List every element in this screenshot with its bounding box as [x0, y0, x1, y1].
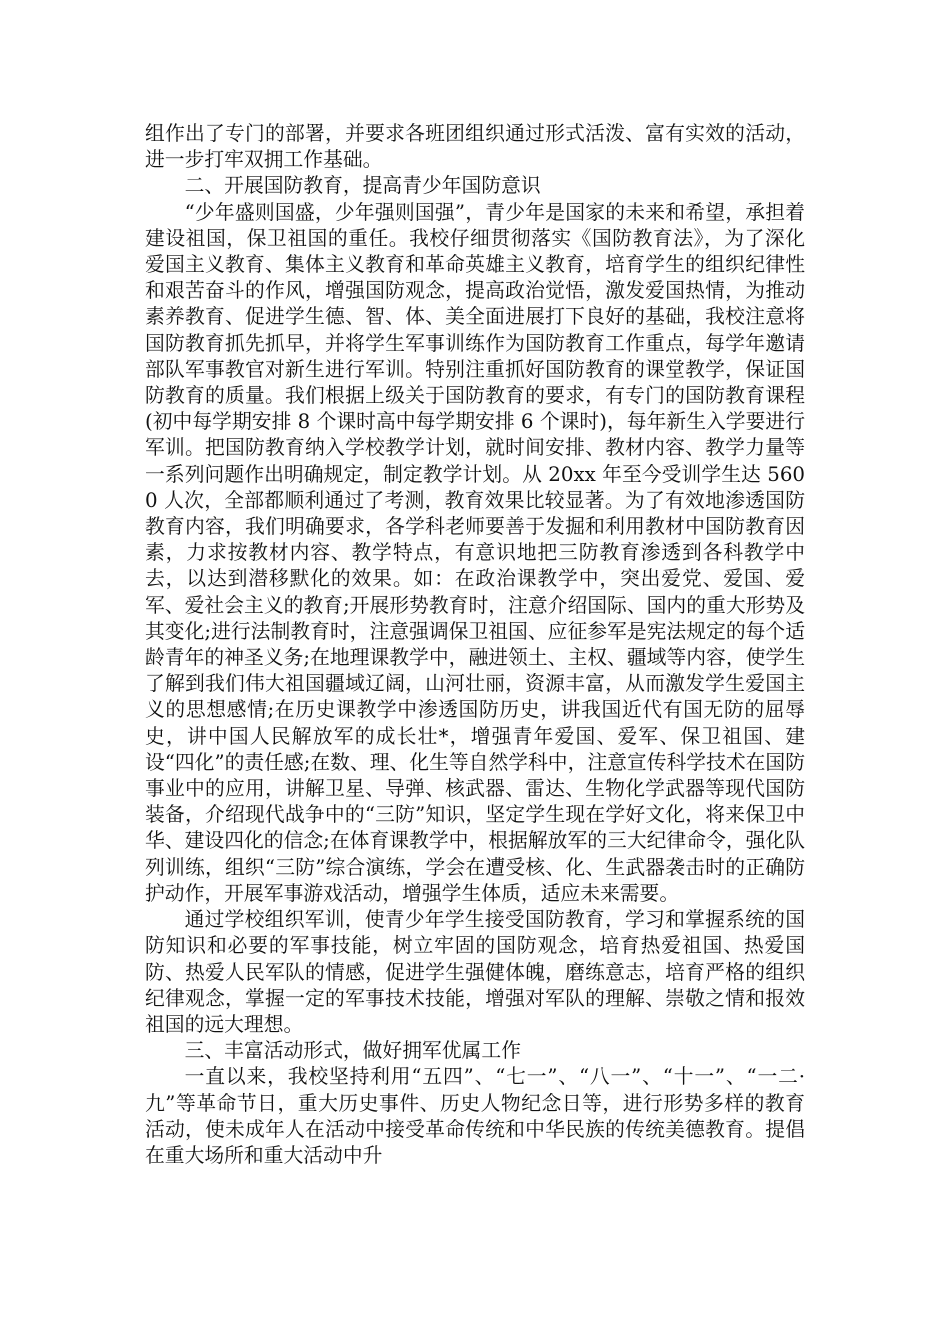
paragraph-activities: 一直以来，我校坚持利用“五四”、“七一”、“八一”、“十一”、“一二·九”等革命节日，重大历史事件、历史人物纪念日等，进行形势多样的教育活动，使未成年人在活动中接受革命传统和中华民族的传统美德教育。提倡在重大场所和重大活动中升: [145, 1065, 805, 1167]
section-heading-3: 三、丰富活动形式，做好拥军优属工作: [184, 1039, 521, 1063]
paragraph-intro: 组作出了专门的部署，并要求各班团组织通过形式活泼、富有实效的活动，进一步打牢双拥工作基础。: [145, 122, 805, 172]
section-heading-2: 二、开展国防教育，提高青少年国防意识: [184, 174, 541, 198]
paragraph-national-defense-education: “少年盛则国盛，少年强则国强”，青少年是国家的未来和希望，承担着建设祖国，保卫祖国的重任。我校仔细贯彻落实《国防教育法》，为了深化爱国主义教育、集体主义教育和革命英雄主义教育，培育学生的组织纪律性和艰苦奋斗的作风，增强国防观念，提高政治觉悟，激发爱国热情，为推动素养教育、促进学生德、智、体、美全面进展打下良好的基础，我校注意将国防教育抓先抓早，并将学生军事训练作为国防教育工作重点，每学年邀请部队军事教官对新生进行军训。特别注重抓好国防教育的课堂教学，保证国防教育的质量。我们根据上级关于国防教育的要求，有专门的国防教育课程(初中每学期安排 8 个课时高中每学期安排 6 个课时)，每年新生入学要进行军训。把国防教育纳入学校教学计划，就时间安排、教材内容、教学力量等一系列问题作出明确规定，制定教学计划。从 20xx 年至今受训学生达 5600 人次，全部都顺利通过了考测，教育效果比较显著。为了有效地渗透国防教育内容，我们明确要求，各学科老师要善于发掘和利用教材中国防教育因素，力求按教材内容、教学特点，有意识地把三防教育渗透到各科教学中去，以达到潜移默化的效果。如：在政治课教学中，突出爱党、爱国、爱军、爱社会主义的教育;开展形势教育时，注意介绍国际、国内的重大形势及其变化;进行法制教育时，注意强调保卫祖国、应征参军是宪法规定的每个适龄青年的神圣义务;在地理课教学中，融进领土、主权、疆域等内容，使学生了解到我们伟大祖国疆域辽阔，山河壮丽，资源丰富，从而激发学生爱国主义的思想感情;在历史课教学中渗透国防历史，讲我国近代有国无防的屈辱史，讲中国人民解放军的成长壮*，增强青年爱国、爱军、保卫祖国、建设“四化”的责任感;在数、理、化生等自然学科中，注意宣传科学技术在国防事业中的应用，讲解卫星、导弹、核武器、雷达、生物化学武器等现代国防装备，介绍现代战争中的“三防”知识，坚定学生现在学好文化，将来保卫中华、建设四化的信念;在体育课教学中，根据解放军的三大纪律命令，强化队列训练，组织“三防”综合演练，学会在遭受核、化、生武器袭击时的正确防护动作，开展军事游戏活动，增强学生体质，适应未来需要。: [145, 200, 805, 905]
paragraph-military-training: 通过学校组织军训，使青少年学生接受国防教育，学习和掌握系统的国防知识和必要的军事技能，树立牢固的国防观念，培育热爱祖国、热爱国防、热爱人民军队的情感，促进学生强健体魄，磨练意志，培育严格的组织纪律观念，掌握一定的军事技术技能，增强对军队的理解、崇敬之情和报效祖国的远大理想。: [145, 908, 805, 1036]
document-page: [145, 121, 805, 1169]
